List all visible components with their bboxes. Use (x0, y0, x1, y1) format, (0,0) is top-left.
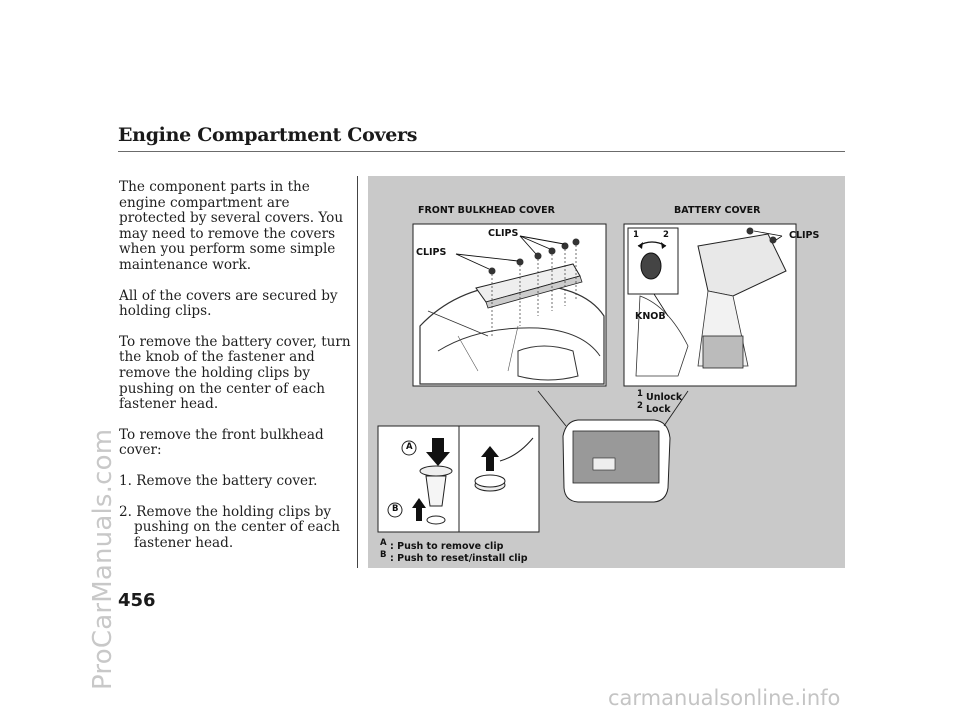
side-watermark: ProCarManuals.com (88, 428, 118, 690)
knob-num-2: 2 (663, 230, 669, 240)
column-divider (357, 176, 358, 568)
title-rule (118, 151, 845, 152)
unlock-label: Unlock (646, 392, 683, 403)
paragraph-battery-cover: To remove the battery cover, turn the knob of the fastener and remove the holding clips by pushing on the center of each fastener head. (119, 333, 351, 413)
paragraph-intro: The component parts in the engine compartment are protected by several covers. You may need to remove the covers when you perform some simple maintenance work. (119, 179, 344, 273)
legend-b-text: : Push to reset/install clip (390, 553, 528, 564)
clips-label-battery: CLIPS (789, 230, 820, 241)
legend-a-text: : Push to remove clip (390, 541, 504, 552)
front-bulkhead-cover-label: FRONT BULKHEAD COVER (418, 205, 555, 216)
unlock-num: 1 (637, 389, 643, 399)
illustration-panel (368, 176, 845, 568)
step-1: 1. Remove the battery cover. (119, 472, 318, 489)
paragraph-clips: All of the covers are secured by holding clips. (119, 287, 338, 320)
lock-label: Lock (646, 404, 671, 415)
knob-num-1: 1 (633, 230, 639, 240)
knob-label: KNOB (635, 311, 666, 322)
step-2: 2. Remove the holding clips by pushing on the center of each fastener head. (119, 503, 340, 551)
battery-cover-label: BATTERY COVER (674, 205, 761, 216)
page-number: 456 (118, 590, 156, 611)
legend-a-letter: A (380, 538, 387, 548)
legend-b-letter: B (380, 550, 387, 560)
page-title: Engine Compartment Covers (118, 124, 418, 146)
clips-label-top: CLIPS (488, 228, 519, 239)
clip-a-callout: A (406, 442, 413, 452)
footer-watermark: carmanualsonline.info (608, 686, 841, 710)
clip-b-callout: B (392, 504, 399, 514)
clips-label-left: CLIPS (416, 247, 447, 258)
engine-illustration (368, 176, 845, 568)
body-text (119, 180, 354, 566)
lock-num: 2 (637, 401, 643, 411)
paragraph-bulkhead-intro: To remove the front bulkhead cover: (119, 426, 324, 459)
